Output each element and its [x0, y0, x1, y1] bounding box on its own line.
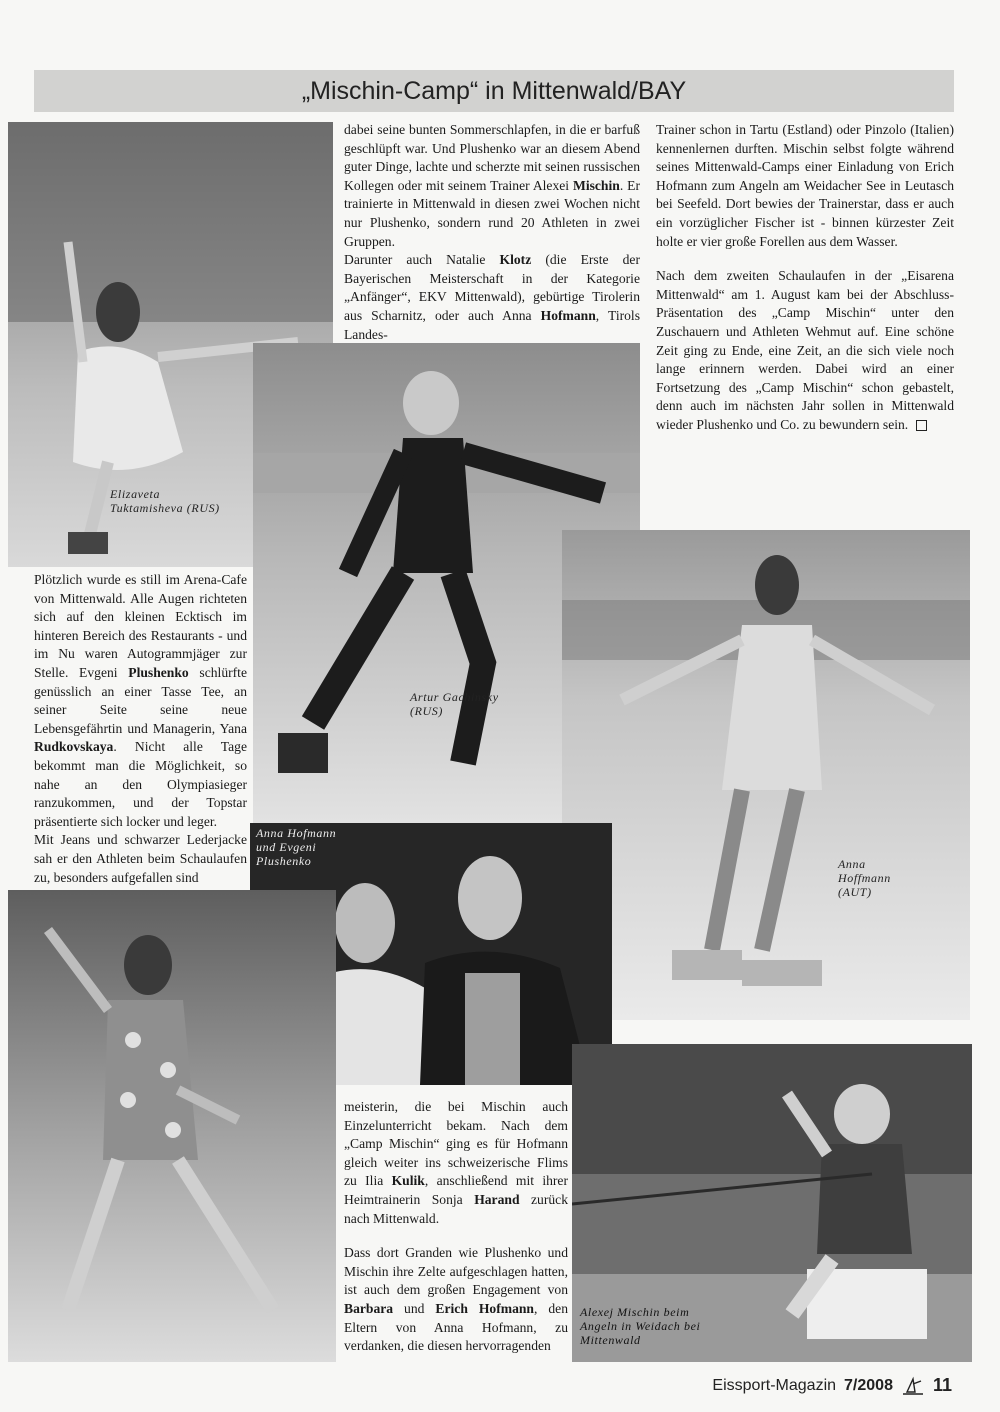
article-col-bottom: meisterin, die bei Mischin auch Einzelunterricht bekam. Nach dem „Camp Mischin“ ging es für Hofmann gleich weiter ins schweizerische Flims zu Ilia Kulik, anschließend mit ihrer Heimtrainerin Sonja Harand zurück nach Mittenwald. Dass dort Granden wie Plushenko und Mischin ihre Zelte aufgeschlagen hatten, ist auch dem großen Engagement von Barbara und Erich Hofmann, den Eltern von Anna Hofmann, zu verdanken, die diesen hervorragenden [344, 1099, 568, 1354]
article-title-bar [34, 70, 954, 112]
photo-child-skater [8, 890, 336, 1362]
col-right-paragraph-1: Trainer schon in Tartu (Estland) oder Pinzolo (Italien) kennenlernen durften. Mischin selbst folgte während seines Mittenwald-Camps einer Einladung von Erich Hofmann zum Angeln am Weidacher See in Leutasch bei Seefeld. Dort bewies der Trainerstar, dass er auch ein vorzüglicher Fischer ist - binnen kürzester Zeit holte er vier große Forellen aus dem Wasser. [656, 122, 954, 249]
issue-number: 7/2008 [844, 1376, 893, 1394]
article-col-left: Plötzlich wurde es still im Arena-Cafe von Mittenwald. Alle Augen richteten sich auf den kleinen Ecktisch im hinteren Bereich des Restaurants - und im Nu waren Autogrammjäger zur Stelle. Evgeni Plushenko schlürfte genüsslich an einer Tasse Tee, an seiner Seite seine neue Lebensgefährtin und Managerin, Yana Rudkovskaya. Nicht alle Tage bekommt man die Möglichkeit, so nahe an den Olympiasieger ranzukommen, und der Topstar präsentierte sich locker und leger. Mit Jeans und schwarzer Lederjacke sah er den Athleten beim Schaulaufen zu, besonders aufgefallen sind [34, 571, 247, 887]
article-col-mid-top: dabei seine bunten Sommerschlapfen, in die er barfuß geschlüpft war. Und Plushenko war an diesem Abend guter Dinge, lachte und scherzte mit seinen russischen Kollegen oder mit seinem Trainer Alexei Mischin. Er trainierte in Mittenwald in diesen zwei Wochen nicht nur Plushenko, sondern rund 20 Athleten in zwei Gruppen. Darunter auch Natalie Klotz (die Erste der Bayerischen Meisterschaft in der Kategorie „Anfänger“, EKV Mittenwald), gebürtige Tirolerin aus Scharnitz, oder auch Anna Hofmann, Tirols Landes- [344, 122, 640, 342]
caption-alexej: Alexej Mischin beim Angeln in Weidach bei Mittenwald [580, 1305, 701, 1347]
magazine-name: Eissport-Magazin [712, 1376, 837, 1394]
article-title: „Mischin-Camp“ in Mittenwald/BAY [301, 76, 687, 105]
page-number: 11 [932, 1375, 952, 1395]
caption-artur: Artur Gachinsky (RUS) [410, 690, 499, 718]
end-of-article-icon [916, 420, 927, 431]
photo-skater-right [562, 530, 970, 1020]
col-right-paragraph-2: Nach dem zweiten Schaulaufen in der „Eisarena Mittenwald“ am 1. August kam bei der Abschluss-Präsentation des „Camp Mischin“ unter den Zuschauern und Athleten Wehmut auf. Eine schöne Zeit ging zu Ende, eine Zeit, an die sich viele noch lange erinnern werden. Dabei wird an einer Fortsetzung des „Camp Mischin“ schon gebastelt, denn auch im nächsten Jahr sollen in Mittenwald wieder Plushenko und Co. zu bewundern sein. [656, 268, 954, 432]
col-left-paragraph-2: Mit Jeans und schwarzer Lederjacke sah er den Athleten beim Schaulaufen zu, besonders aufgefallen sind [34, 832, 247, 885]
article-col-right [656, 121, 954, 435]
page-footer [712, 1375, 952, 1396]
caption-anna-evgeni: Anna Hofmann und Evgeni Plushenko [256, 826, 337, 868]
caption-elizaveta: Elizaveta Tuktamisheva (RUS) [110, 487, 220, 515]
skater-logo-icon [901, 1376, 925, 1396]
caption-anna-aut: Anna Hoffmann (AUT) [838, 857, 891, 899]
